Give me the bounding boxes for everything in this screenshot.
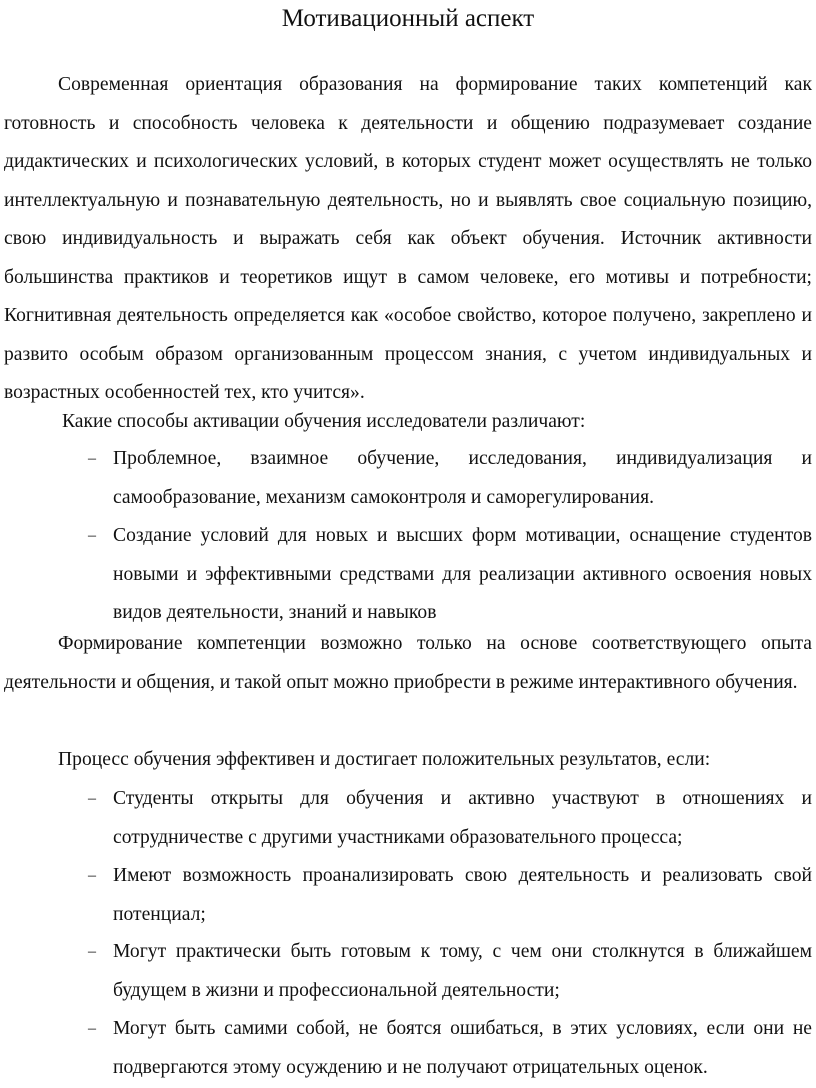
page-title: Мотивационный аспект [281, 5, 535, 32]
list-item-text: Создание условий для новых и высших форм мотивации, оснащение студентов новыми и эффективными средствами для реализации активного освоения новых видов деятельности, знаний и навыков [113, 525, 812, 623]
list-item-text: Могут быть самими собой, не боятся ошибаться, в этих условиях, если они не подвергаются этому осуждению и не получают отрицательных оценок. [113, 1018, 812, 1078]
list-bullet: – [88, 527, 96, 544]
list-bullet: – [88, 790, 96, 807]
list-item-text: Могут практически быть готовым к тому, с чем они столкнутся в ближайшем будущем в жизни и профессиональной деятельности; [113, 941, 812, 1001]
list-item-text: Студенты открыты для обучения и активно участвуют в отношениях и сотрудничестве с другими участниками образовательного процесса; [113, 788, 812, 848]
list-bullet: – [88, 867, 96, 884]
list-bullet: – [88, 450, 96, 467]
list-bullet: – [88, 1020, 96, 1037]
methods-lead-paragraph: Какие способы активации обучения исследователи различают: [62, 411, 586, 432]
list-item-text: Имеют возможность проанализировать свою деятельность и реализовать свой потенциал; [113, 865, 812, 925]
competence-paragraph: Формирование компетенции возможно только на основе соответствующего опыта деятельности и общения, и такой опыт можно приобрести в режиме интерактивного обучения. [4, 633, 812, 693]
list-bullet: – [88, 943, 96, 960]
list-item-text: Проблемное, взаимное обучение, исследования, индивидуализация и самообразование, механизм самоконтроля и саморегулирования. [113, 448, 812, 508]
conditions-lead-paragraph: Процесс обучения эффективен и достигает положительных результатов, если: [58, 749, 711, 770]
intro-paragraph: Современная ориентация образования на формирование таких компетенций как готовность и способность человека к деятельности и общению подразумевает создание дидактических и психологических условий, в которых студент может осуществлять не только интеллектуальную и познавательную деятельность, но и выявлять свое социальную позицию, свою индивидуальность и выражать себя как объект обучения. Источник активности большинства практиков и теоретиков ищут в самом человеке, его мотивы и потребности; Когнитивная деятельность определяется как «особое свойство, которое получено, закреплено и развито особым образом организованным процессом знания, с учетом индивидуальных и возрастных особенностей тех, кто учится». [4, 74, 812, 403]
